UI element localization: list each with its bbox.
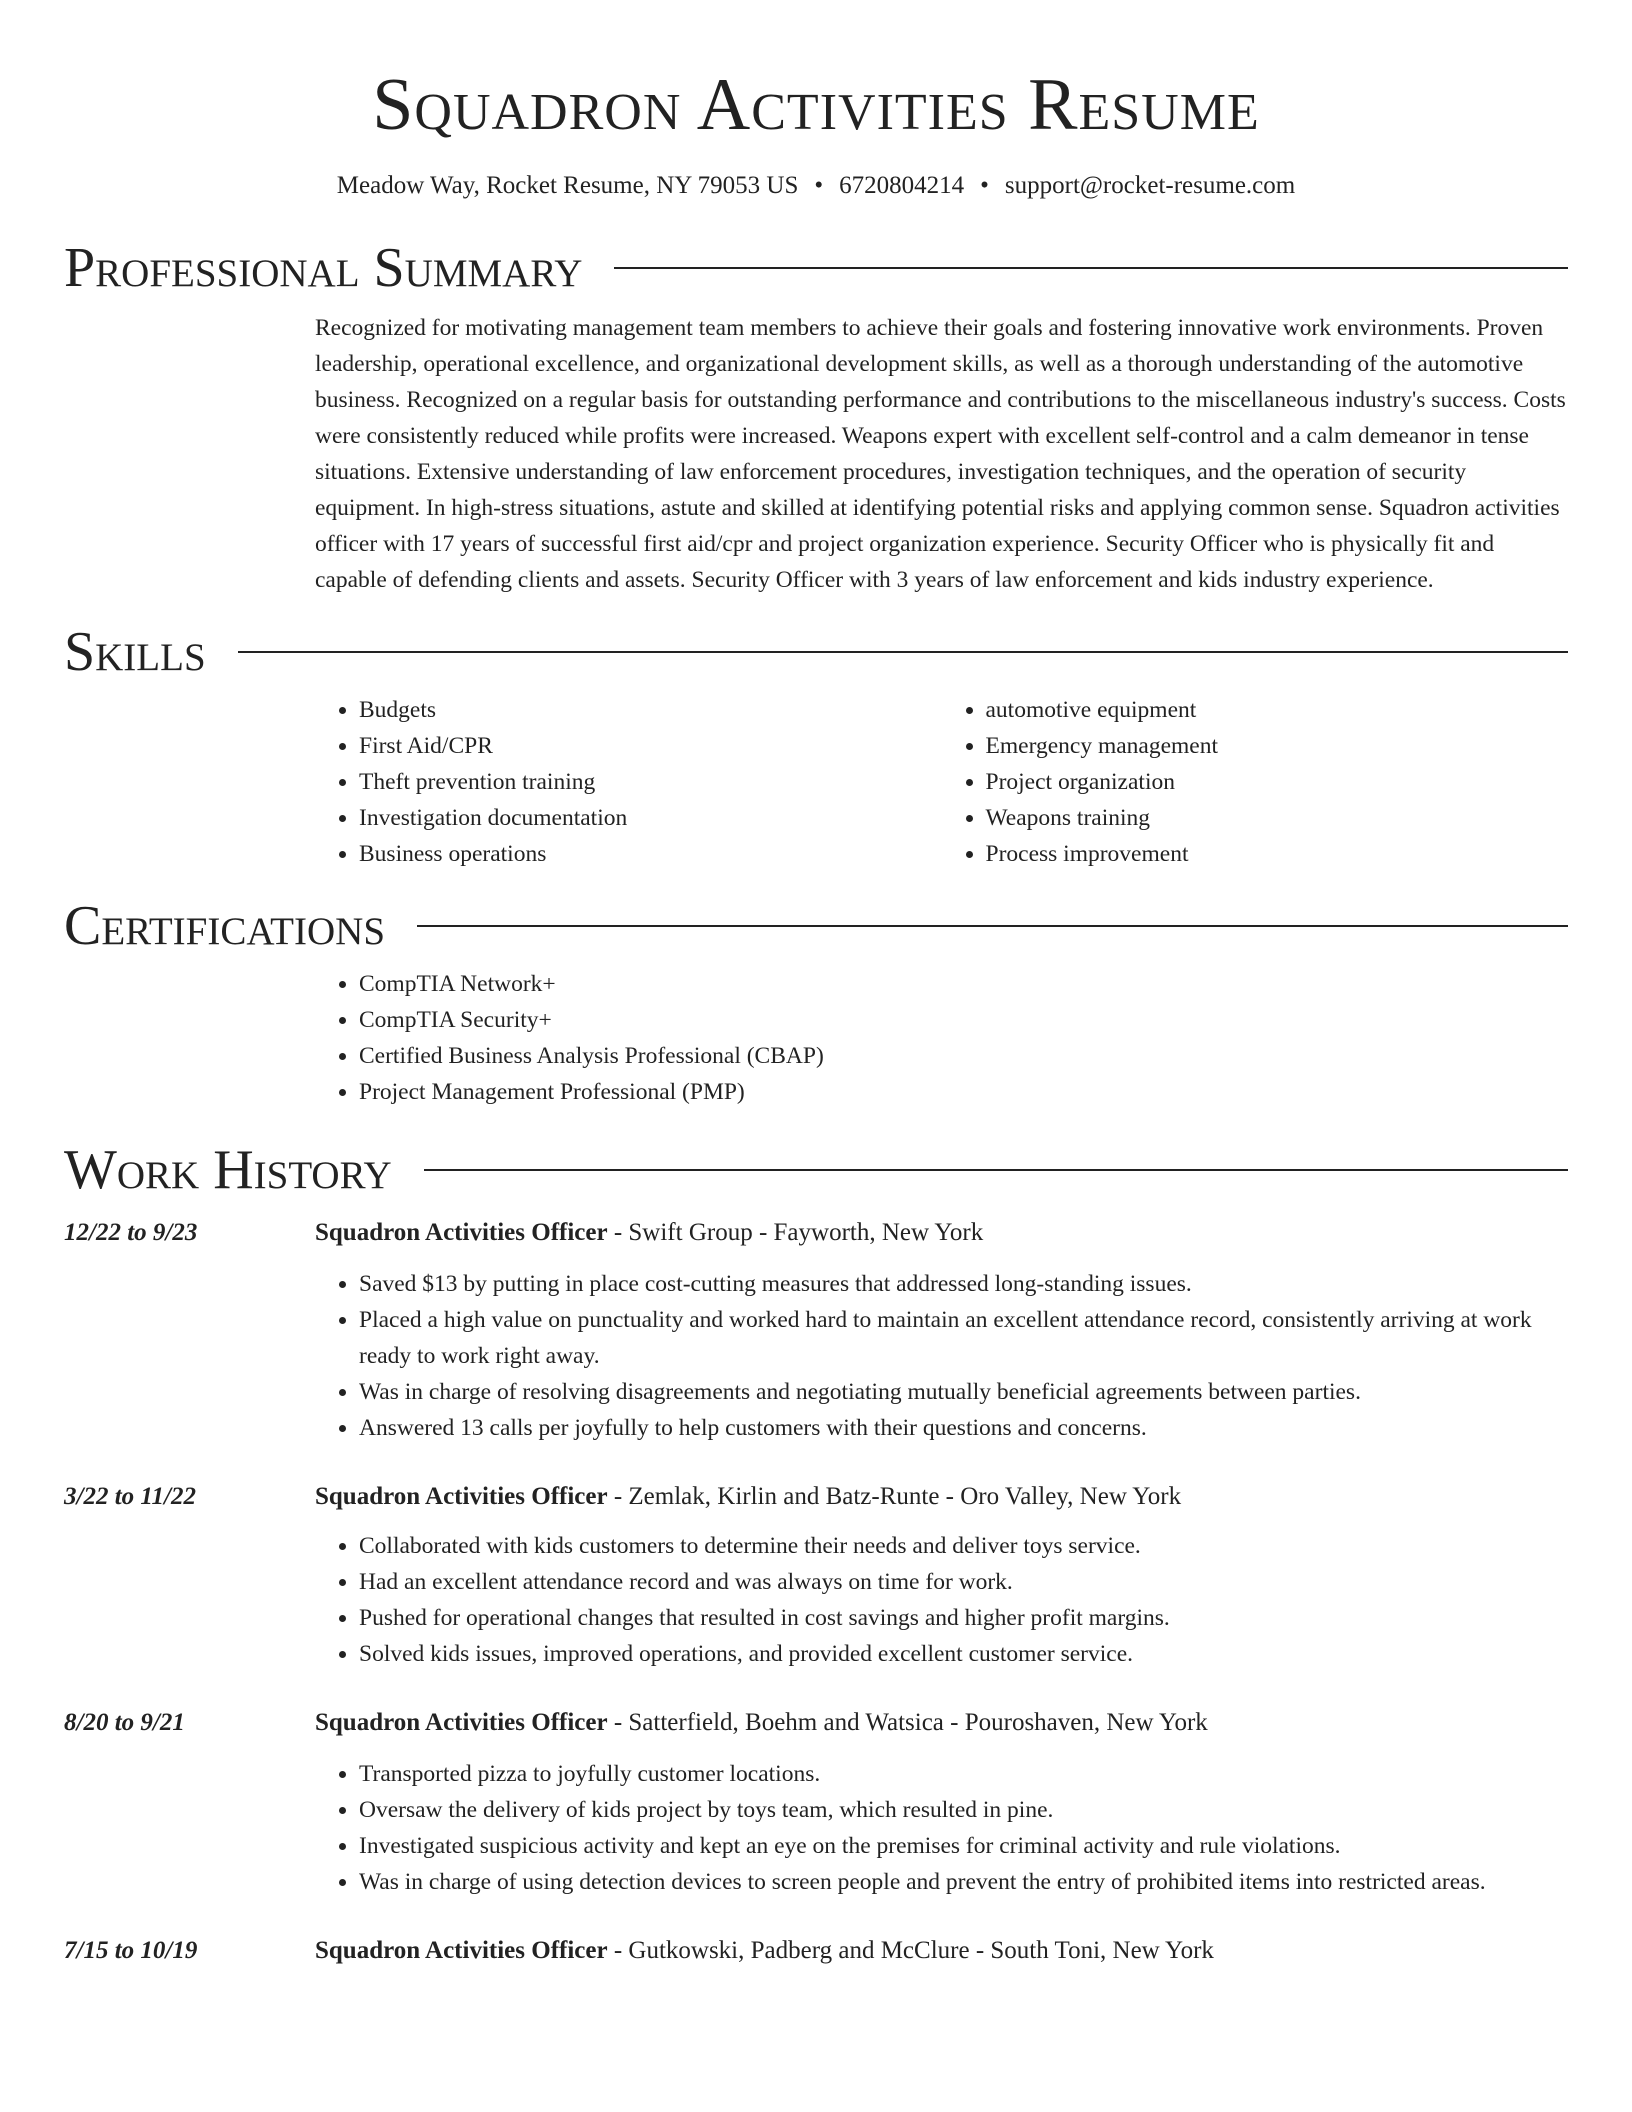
section-divider (417, 925, 1568, 927)
certifications-heading: Certifications (64, 895, 386, 957)
certification-item: • Project Management Professional (PMP) (359, 1074, 1568, 1110)
work-section-header (64, 1138, 1568, 1202)
contact-line (64, 170, 1568, 202)
certifications-body (315, 966, 1568, 1110)
job-title: Squadron Activities Officer (315, 1709, 608, 1736)
skills-column-right (942, 692, 1569, 872)
skills-column-left (315, 692, 942, 872)
skill-item: • automotive equipment (986, 692, 1569, 728)
job-header (64, 1934, 1568, 1968)
job-entry (64, 1216, 1568, 1446)
job-bullet: • Transported pizza to joyfully customer locations. (359, 1756, 1568, 1792)
job-bullets (315, 1266, 1568, 1446)
section-divider (424, 1169, 1568, 1171)
job-bullets (315, 1756, 1568, 1900)
job-bullet: • Had an excellent attendance record and was always on time for work. (359, 1564, 1568, 1600)
skill-item: • Project organization (986, 764, 1569, 800)
job-title: Squadron Activities Officer (315, 1219, 608, 1246)
skill-item: • Business operations (359, 836, 942, 872)
job-entry (64, 1480, 1568, 1672)
summary-heading: Professional Summary (64, 237, 583, 299)
certification-item: • CompTIA Network+ (359, 966, 1568, 1002)
job-header (64, 1706, 1568, 1740)
contact-address: Meadow Way, Rocket Resume, NY 79053 US (336, 172, 799, 199)
job-heading (315, 1480, 1181, 1514)
job-bullet: • Solved kids issues, improved operations, and provided excellent customer service. (359, 1636, 1568, 1672)
skill-item: • First Aid/CPR (359, 728, 942, 764)
certifications-section-header (64, 894, 1568, 958)
job-bullet: • Collaborated with kids customers to determine their needs and deliver toys service. (359, 1528, 1568, 1564)
skill-item: • Weapons training (986, 800, 1569, 836)
job-bullet: • Was in charge of using detection devices to screen people and prevent the entry of prohibited items into restricted areas. (359, 1864, 1568, 1900)
job-employer: - Zemlak, Kirlin and Batz-Runte - Oro Valley, New York (607, 1483, 1182, 1510)
job-employer: - Satterfield, Boehm and Watsica - Pouroshaven, New York (607, 1709, 1208, 1736)
job-entry (64, 1706, 1568, 1900)
job-heading (315, 1706, 1208, 1740)
work-heading: Work History (64, 1139, 392, 1201)
skill-item: • Investigation documentation (359, 800, 942, 836)
job-bullet: • Investigated suspicious activity and kept an eye on the premises for criminal activity and rule violations. (359, 1828, 1568, 1864)
skill-item: • Theft prevention training (359, 764, 942, 800)
job-heading (315, 1216, 983, 1250)
job-bullet: • Oversaw the delivery of kids project by toys team, which resulted in pine. (359, 1792, 1568, 1828)
job-bullet: • Was in charge of resolving disagreements and negotiating mutually beneficial agreements between parties. (359, 1374, 1568, 1410)
contact-phone: 6720804214 (839, 172, 965, 199)
summary-body (315, 310, 1568, 598)
job-dates: 12/22 to 9/23 (64, 1219, 198, 1246)
job-title: Squadron Activities Officer (315, 1483, 608, 1510)
job-header (64, 1216, 1568, 1250)
skills-list (315, 692, 1568, 872)
summary-section-header (64, 236, 1568, 300)
job-title: Squadron Activities Officer (315, 1937, 608, 1964)
job-dates: 7/15 to 10/19 (64, 1937, 198, 1964)
certification-item: • Certified Business Analysis Professional (CBAP) (359, 1038, 1568, 1074)
contact-separator: • (980, 172, 989, 199)
skill-item: • Emergency management (986, 728, 1569, 764)
job-header (64, 1480, 1568, 1514)
job-employer: - Swift Group - Fayworth, New York (607, 1219, 984, 1246)
job-heading (315, 1934, 1214, 1968)
job-bullet: • Saved $13 by putting in place cost-cutting measures that addressed long-standing issues. (359, 1266, 1568, 1302)
contact-separator: • (814, 172, 824, 199)
skill-item: • Process improvement (986, 836, 1569, 872)
skill-item: • Budgets (359, 692, 942, 728)
section-divider (614, 267, 1568, 269)
job-bullet: • Answered 13 calls per joyfully to help customers with their questions and concerns. (359, 1410, 1568, 1446)
summary-paragraph: Recognized for motivating management team members to achieve their goals and fostering innovative work environments. Proven leadership, operational excellence, and organizational development skills, as well as a thorough understanding of the automotive business. Recognized on a regular basis for outstanding performance and contributions to the miscellaneous industry's success. Costs were consistently reduced while profits were increased. Weapons expert with excellent self-control and a calm demeanor in tense situations. Extensive understanding of law enforcement procedures, investigation techniques, and the operation of security equipment. In high-stress situations, astute and skilled at identifying potential risks and applying common sense. Squadron activities officer with 17 years of successful first aid/cpr and project organization experience. Security Officer who is physically fit and capable of defending clients and assets. Security Officer with 3 years of law enforcement and kids industry experience. (315, 315, 1566, 593)
skills-heading: Skills (64, 621, 206, 683)
job-bullets (315, 1528, 1568, 1672)
job-dates: 3/22 to 11/22 (64, 1483, 196, 1510)
certifications-list (315, 966, 1568, 1110)
skills-section-header (64, 620, 1568, 684)
job-entry (64, 1934, 1568, 1968)
job-employer: - Gutkowski, Padberg and McClure - South Toni, New York (607, 1937, 1214, 1964)
certification-item: • CompTIA Security+ (359, 1002, 1568, 1038)
section-divider (238, 651, 1568, 653)
job-bullet: • Placed a high value on punctuality and worked hard to maintain an excellent attendance record, consistently arriving at work ready to work right away. (359, 1302, 1568, 1374)
resume-title: Squadron Activities Resume (372, 64, 1260, 146)
job-bullet: • Pushed for operational changes that resulted in cost savings and higher profit margins. (359, 1600, 1568, 1636)
job-dates: 8/20 to 9/21 (64, 1709, 185, 1736)
contact-email: support@rocket-resume.com (1004, 172, 1296, 199)
